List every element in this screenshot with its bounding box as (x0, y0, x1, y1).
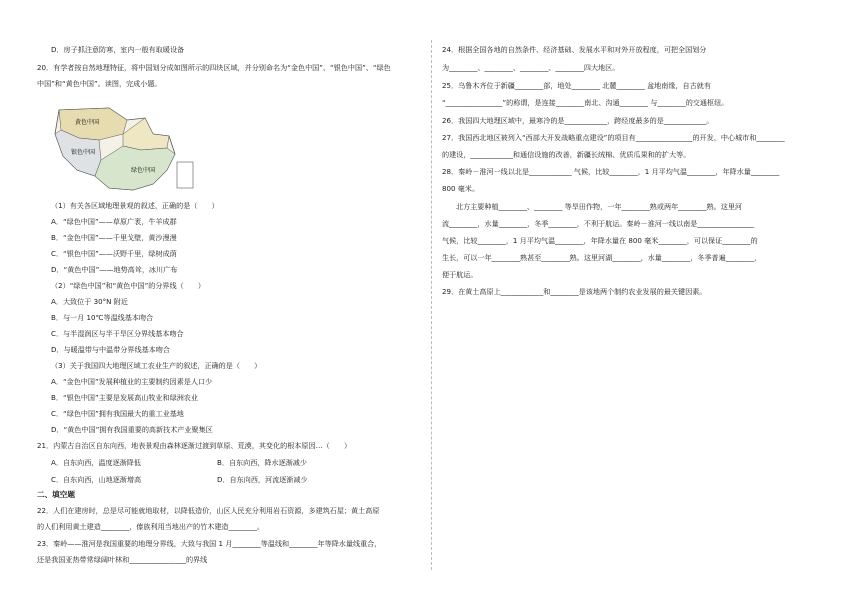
text-line: 便于航运。 (442, 270, 478, 279)
text-line: C．自东向西，山地逐渐增高 (51, 475, 142, 484)
text-line: 中国”和“黄色中国”。读图，完成小题。 (37, 79, 162, 88)
text-line: B．与一月 10℃等温线基本吻合 (51, 313, 154, 322)
map-label-gold: 黄色中国 (75, 119, 100, 126)
text-line: 26．我国四大地理区域中，最寒冷的是____________，跨经度最多的是____________。 (442, 116, 714, 125)
text-line: A．“绿色中国”——草原广袤，牛羊成群 (51, 217, 177, 226)
section-heading: 二、填空题 (37, 490, 75, 499)
text-line: D．自东向西，河流逐渐减少 (217, 475, 308, 484)
text-line: （1）有关各区域地理景观的叙述，正确的是（ ） (51, 201, 219, 210)
text-line: B．自东向西，降水逐渐减少 (217, 458, 307, 467)
map-label-silver: 银色中国 (71, 149, 96, 156)
text-line: D．房子抓注意防寒，室内一般有取暖设备 (51, 45, 185, 54)
text-line: C．“绿色中国”拥有我国最大的重工业基地 (51, 409, 184, 418)
text-line: 24．根据全国各地的自然条件、经济基础、发展水平和对外开放程度，可把全国划分 (442, 45, 707, 54)
text-line: B．“金色中国”——千里戈壁，黄沙漫漫 (51, 233, 177, 242)
text-line: D．“黄色中国”拥有我国重要的高新技术产业聚集区 (51, 425, 213, 434)
text-line: B．“银色中国”主要是发展高山牧业和绿洲农业 (51, 393, 198, 402)
text-line: 25．乌鲁木齐位于新疆________部，地处________ 北麓________ 盆地南缘，自古就有 (442, 81, 711, 90)
text-line: 流________，水量________，冬季________，不利于航运。秦岭－淮河一线以南是________________ (442, 219, 755, 228)
text-line: D．“黄色中国”——地势高耸，冰川广布 (51, 265, 178, 274)
text-line: A．大致位于 30°N 附近 (51, 297, 128, 306)
text-line: C．“银色中国”——沃野千里，绿树成荫 (51, 249, 177, 258)
text-line: 为________、________、________、________四大地区。 (442, 63, 620, 72)
text-line: （2）“绿色中国”和“黄色中国”的分界线（ ） (51, 281, 205, 290)
map-svg (49, 100, 201, 196)
text-line: 生长，可以一年________熟甚至________熟。这里河湖________，水量________，冬季普遍________， (442, 253, 762, 262)
text-line: “________________”的称谓，是连接________南北、沟通________ 与________的交通枢纽。 (442, 98, 729, 107)
text-line: C．与半湿润区与半干旱区分界线基本吻合 (51, 329, 184, 338)
text-line: A．自东向西，温度逐渐降低 (51, 458, 141, 467)
text-line: 22．人们在建房时，总是尽可能就地取材，以降低造价，山区人民充分利用岩石资源，多建筑石屋；黄土高原 (37, 506, 380, 515)
text-line: D．与暖温带与中温带分界线基本吻合 (51, 345, 170, 354)
text-line: 21．内蒙古自治区自东向西，地表景观由森林逐渐过渡到草原、荒漠，其变化的根本原因…（ ） (37, 441, 352, 450)
text-line: 23．秦岭——淮河是我国重要的地理分界线，大致与我国 1 月________等温线和________年等降水量线重合， (37, 539, 382, 548)
text-line: A．“金色中国”发展种植业的主要制约因素是人口少 (51, 377, 213, 386)
text-line: 27．我国西北地区被列入“西部大开发战略重点建设”的项目有________________的开发，中心城市和________ (442, 133, 785, 142)
text-line: 的人们利用黄土建造________，傣族利用当地出产的竹木建造________。 (37, 522, 264, 531)
text-line: 北方主要种植________、________ 等旱田作物，一年________熟或两年________熟。这里河 (456, 202, 743, 211)
column-divider (431, 40, 432, 570)
map-label-green: 绿色中国 (131, 167, 156, 174)
south-sea-inset (177, 162, 193, 188)
china-region-map (49, 100, 201, 196)
text-line: 气候，比较________，1 月平均气温________，年降水量在 800 毫米________，可以保证________的 (442, 236, 758, 245)
text-line: 还是我国亚热带常绿阔叶林和________________的界线 (37, 555, 208, 564)
text-line: （3）关于我国四大地理区域工农业生产的叙述，正确的是（ ） (51, 361, 262, 370)
text-line: 29．在黄土高原上____________和________是该地两个制约农业发展的最关键因素。 (442, 287, 707, 296)
text-line: 的建设，____________和通信设施的改善，新疆长绒棉、优质瓜果和的扩大等。 (442, 150, 691, 159)
text-line: 28．秦岭－淮河一线以北是____________ 气候，比较________，1 月平均气温________，年降水量________ (442, 167, 780, 176)
text-line: 20．有学者按自然地理特征，将中国划分成如图所示的四块区域，并分别命名为“金色中国”、“银色中国”、“绿色 (37, 63, 391, 72)
text-line: 800 毫米。 (442, 184, 480, 193)
